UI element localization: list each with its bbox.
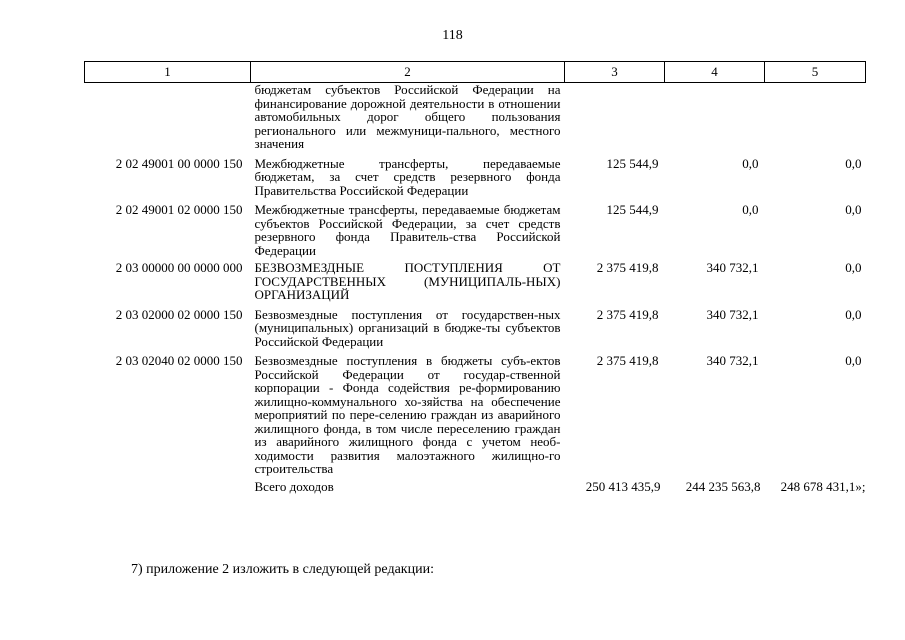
table-header-row bbox=[85, 62, 866, 83]
header-col-4: 4 bbox=[665, 62, 765, 83]
row-value-col3: 2 375 419,8 bbox=[596, 306, 659, 322]
row-value-col4: 0,0 bbox=[742, 202, 759, 217]
row-value-col3: 2 375 419,8 bbox=[596, 353, 659, 368]
row-name: Безвозмездные поступления от государствен-ных (муниципальных) организаций в бюдже-ты субъектов Российской Федерации bbox=[254, 306, 561, 349]
table-row bbox=[85, 83, 866, 153]
row-name: Безвозмездные поступления в бюджеты субъ-ектов Российской Федерации от государ-ственной корпорации - Фонда содействия ре-формированию жилищно-коммунального хо-зяйства на обеспечение мероприятий по пере-селению граждан из аварийного жилищного фонда, в том числе переселению граждан из аварийного жилищного фонда с учетом необ-ходимости развития малоэтажного жилищно-го строительства bbox=[254, 353, 561, 476]
row-value-col3: 125 544,9 bbox=[606, 155, 659, 171]
row-name: Межбюджетные трансферты, передаваемые бюджетам, за счет средств резервного фонда Правительства Российской Федерации bbox=[254, 155, 561, 198]
row-value-col5: 0,0 bbox=[845, 306, 862, 322]
row-code bbox=[85, 476, 251, 494]
table-row bbox=[85, 197, 866, 257]
row-value-col3 bbox=[565, 83, 665, 153]
row-value-col5: 0,0 bbox=[845, 353, 862, 368]
row-value-col3: 2 375 419,8 bbox=[596, 260, 659, 275]
header-col-3: 3 bbox=[565, 62, 665, 83]
row-name: Межбюджетные трансферты, передаваемые бюджетам субъектов Российской Федерации, за счет средств резервного фонда Правитель-ства Российской Федерации bbox=[254, 202, 561, 258]
row-code: 2 02 49001 00 0000 150 bbox=[115, 155, 243, 171]
row-value-col4: 0,0 bbox=[742, 155, 759, 171]
row-value-col5: 0,0 bbox=[845, 260, 862, 275]
table-row bbox=[85, 257, 866, 302]
row-code: 2 03 00000 00 0000 000 bbox=[115, 260, 243, 275]
row-code: 2 02 49001 02 0000 150 bbox=[115, 202, 243, 217]
row-value-col4: 340 732,1 bbox=[706, 353, 759, 368]
header-col-1: 1 bbox=[85, 62, 251, 83]
revenue-table bbox=[84, 61, 866, 493]
row-value-col3: 125 544,9 bbox=[606, 202, 659, 217]
row-name: БЕЗВОЗМЕЗДНЫЕ ПОСТУПЛЕНИЯ ОТ ГОСУДАРСТВЕННЫХ (МУНИЦИПАЛЬ-НЫХ) ОРГАНИЗАЦИЙ bbox=[254, 260, 561, 302]
row-value-col5: 0,0 bbox=[845, 202, 862, 217]
row-value-col3: 250 413 435,9 bbox=[585, 478, 661, 494]
row-code: 2 03 02040 02 0000 150 bbox=[115, 353, 243, 368]
row-value-col5 bbox=[765, 83, 866, 153]
header-col-5: 5 bbox=[765, 62, 866, 83]
header-col-2: 2 bbox=[251, 62, 565, 83]
row-value-col5: 0,0 bbox=[845, 155, 862, 171]
table-row-total bbox=[85, 476, 866, 494]
row-name: Всего доходов bbox=[254, 478, 334, 494]
row-value-col4: 340 732,1 bbox=[706, 306, 759, 322]
row-value-col4: 244 235 563,8 bbox=[685, 478, 761, 494]
row-name: бюджетам субъектов Российской Федерации на финансирование дорожной деятельности в отношении автомобильных дорог общего пользования регионального или межмуници-пального, местного значения bbox=[254, 82, 561, 151]
table-row bbox=[85, 302, 866, 349]
row-code: 2 03 02000 02 0000 150 bbox=[115, 306, 243, 322]
row-value-col4 bbox=[665, 83, 765, 153]
row-code bbox=[85, 83, 251, 153]
row-value-col4: 340 732,1 bbox=[706, 260, 759, 275]
amendment-note: 7) приложение 2 изложить в следующей редакции: bbox=[131, 562, 434, 577]
table-row bbox=[85, 348, 866, 476]
row-value-col5: 248 678 431,1»; bbox=[780, 478, 866, 494]
page-number: 118 bbox=[442, 28, 463, 43]
table-row bbox=[85, 153, 866, 198]
